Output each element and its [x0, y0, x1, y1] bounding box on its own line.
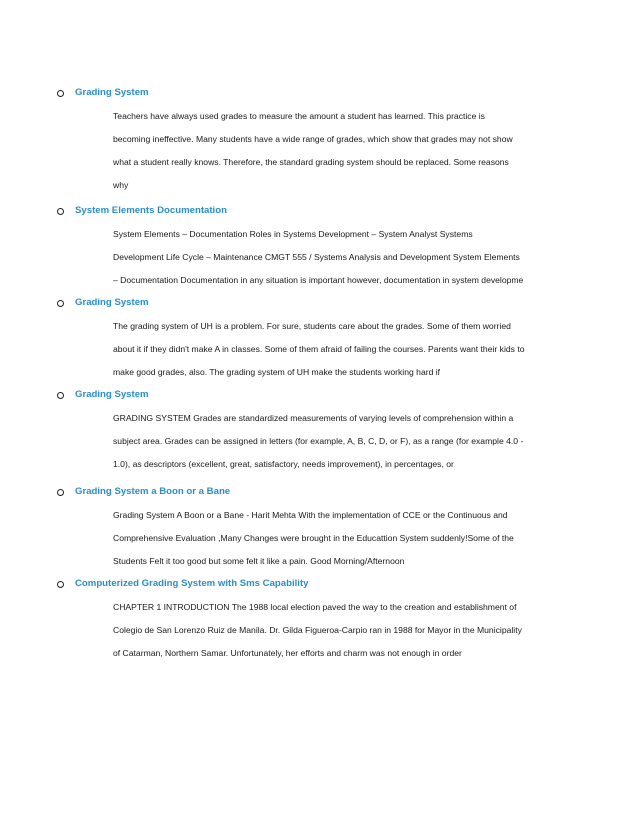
result-title-link[interactable]: Grading System: [75, 297, 149, 308]
result-snippet-line: Colegio de San Lorenzo Ruiz de Manila. Dr. Gilda Figueroa-Carpio ran in 1988 for Mayor in the Municipality: [113, 625, 522, 635]
result-snippet-line: Comprehensive Evaluation ,Many Changes were brought in the Educattion System suddenly!Some of the: [113, 533, 514, 543]
result-snippet-line: 1.0), as descriptors (excellent, great, satisfactory, needs improvement), in percentages, or: [113, 459, 454, 469]
result-snippet-line: Development Life Cycle – Maintenance CMGT 555 / Systems Analysis and Development System Elements: [113, 252, 520, 262]
result-snippet-line: of Catarman, Northern Samar. Unfortunately, her efforts and charm was not enough in order: [113, 648, 462, 658]
result-snippet-line: Grading System A Boon or a Bane - Harit Mehta With the implementation of CCE or the Continuous and: [113, 510, 508, 520]
result-snippet-line: Students Felt it too good but some felt it like a pain. Good Morning/Afternoon: [113, 556, 405, 566]
bullet-icon: [57, 300, 64, 307]
result-snippet-line: becoming ineffective. Many students have a wide range of grades, which show that grades may not show: [113, 134, 513, 144]
result-title-link[interactable]: Grading System a Boon or a Bane: [75, 486, 231, 497]
bullet-icon: [57, 392, 64, 399]
result-snippet-line: make good grades, also. The grading system of UH make the students working hard if: [113, 367, 441, 377]
result-snippet-line: Teachers have always used grades to measure the amount a student has learned. This practice is: [113, 111, 485, 121]
bullet-icon: [57, 581, 64, 588]
result-title-link[interactable]: Grading System: [75, 87, 149, 98]
result-snippet-line: CHAPTER 1 INTRODUCTION The 1988 local election paved the way to the creation and establishment of: [113, 602, 517, 612]
result-snippet-line: subject area. Grades can be assigned in letters (for example, A, B, C, D, or F), as a range (for example 4.0 -: [113, 436, 524, 446]
result-title-link[interactable]: Grading System: [75, 389, 149, 400]
bullet-icon: [57, 208, 64, 215]
bullet-icon: [57, 90, 64, 97]
result-snippet-line: GRADING SYSTEM Grades are standardized measurements of varying levels of comprehension within a: [113, 413, 514, 423]
result-snippet-line: The grading system of UH is a problem. For sure, students care about the grades. Some of them worried: [113, 321, 511, 331]
result-snippet-line: System Elements – Documentation Roles in Systems Development – System Analyst Systems: [113, 229, 473, 239]
bullet-icon: [57, 489, 64, 496]
result-title-link[interactable]: System Elements Documentation: [75, 205, 227, 216]
result-title-link[interactable]: Computerized Grading System with Sms Capability: [75, 578, 309, 589]
result-snippet-line: what a student really knows. Therefore, the standard grading system should be replaced. Some reasons: [113, 157, 509, 167]
result-snippet-line: – Documentation Documentation in any situation is important however, documentation in system developme: [113, 275, 524, 285]
result-snippet-line: why: [113, 180, 129, 190]
result-snippet-line: about it if they didn't make A in classes. Some of them afraid of failing the courses. Parents want their kids to: [113, 344, 525, 354]
